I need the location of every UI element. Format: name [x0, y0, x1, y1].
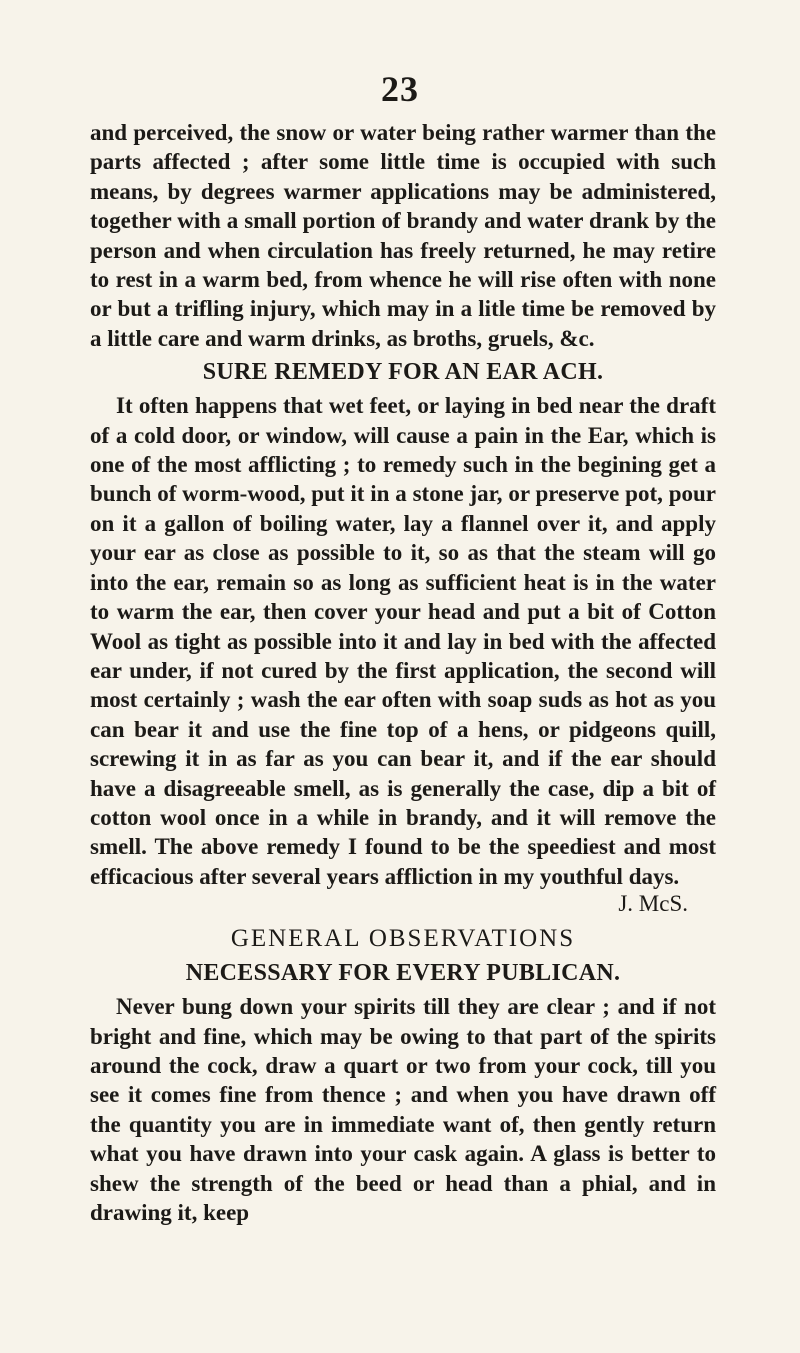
heading-ear-ache-remedy: SURE REMEDY FOR AN EAR ACH. — [202, 359, 604, 386]
page-number: 23 — [381, 69, 419, 109]
paragraph-ear-ache-remedy: It often happens that wet feet, or laying in bed near the draft of a cold door, or window, will cause a pain in the Ear, which is one of the most afflicting ; to remedy such in the begining get a bunch of worm-wood, put it in a stone jar, or preserve pot, pour on it a gallon of boiling water, lay a flannel over it, and apply your ear as close as possible to it, so as that the steam will go into the ear, remain so as long as sufficient heat is in the water to warm the ear, then cover your head and put a bit of Cotton Wool as tight as possible into it and lay in bed with the affected ear under, if not cured by the first application, the second will most certainly ; wash the ear often with soap suds as hot as you can bear it and use the fine top of a hens, or pidgeons quill, screwing it in as far as you can bear it, and if the ear should have a disagreeable smell, as is generally the case, dip a bit of cotton wool once in a while in brandy, and it will remove the smell. The above remedy I found to be the speediest and most efficacious after several years affliction in my youthful days. — [90, 393, 716, 889]
paragraph-frostbite-continuation: and perceived, the snow or water being rather warmer than the parts affected ; after some little time is occupied with such means, by degrees warmer applications may be administered, together with a small portion of brandy and water drank by the person and when circulation has freely returned, he may retire to rest in a warm bed, from whence he will rise often with none or but a trifling injury, which may in a litle time be removed by a little care and warm drinks, as broths, gruels, &c. — [90, 120, 716, 351]
author-signature: J. McS. — [618, 891, 688, 917]
heading-for-every-publican: NECESSARY FOR EVERY PUBLICAN. — [185, 960, 621, 987]
page-body — [90, 118, 716, 1227]
heading-general-observations: GENERAL OBSERVATIONS — [230, 925, 576, 953]
paragraph-publican-observations: Never bung down your spirits till they are clear ; and if not bright and fine, which may be owing to that part of the spirits around the cock, draw a quart or two from your cock, till you see it comes fine from thence ; and when you have drawn off the quantity you are in immediate want of, then gently return what you have drawn into your cask again. A glass is better to shew the strength of the beed or head than a phial, and in drawing it, keep — [90, 994, 716, 1225]
